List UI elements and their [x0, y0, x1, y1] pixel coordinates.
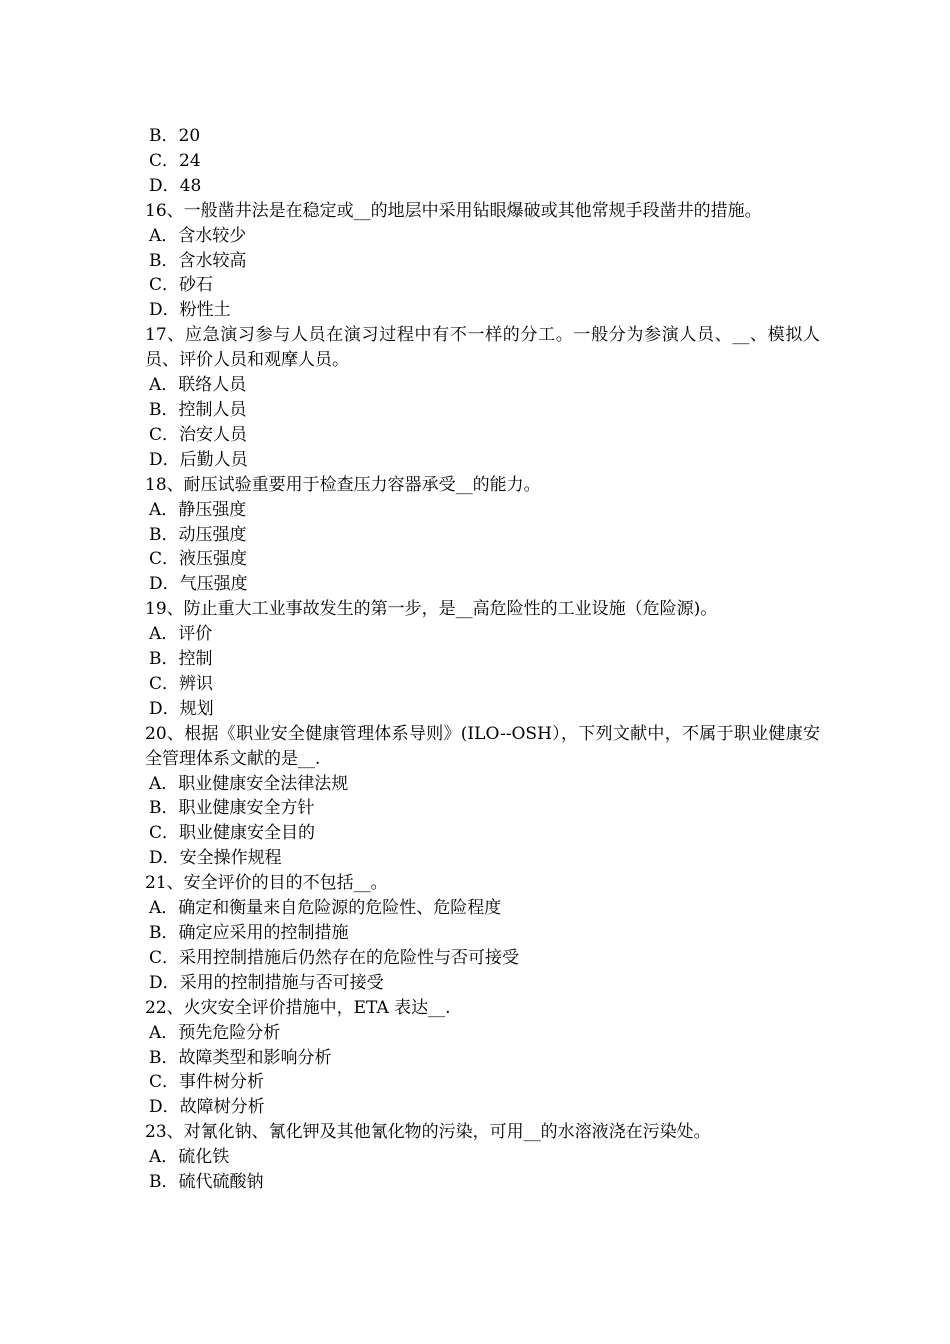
option-a [145, 498, 820, 523]
option-label: D． [149, 972, 180, 993]
option-text: 预先危险分析 [178, 1022, 281, 1043]
option-c [145, 1070, 820, 1095]
option-label: C． [149, 947, 180, 968]
option-text: 48 [179, 175, 202, 196]
option-label: C． [149, 549, 180, 570]
option-text: 确定应采用的控制措施 [178, 923, 349, 943]
option-d [145, 971, 820, 996]
option-label: C． [149, 673, 180, 694]
option-label: C． [149, 1072, 180, 1093]
question-21: 21、安全评价的目的不包括__。 [145, 873, 388, 894]
option-b [145, 249, 820, 274]
question-23: 23、对氰化钠、氰化钾及其他氰化物的污染，可用__的水溶液浇在污染处。 [145, 1122, 711, 1143]
option-b [145, 796, 820, 821]
option-text: 事件树分析 [179, 1072, 265, 1093]
option-label: B． [149, 126, 179, 146]
question-17: 17、应急演习参与人员在演习过程中有不一样的分工。一般分为参演人员、__、模拟人员、评价人员和观摩人员。 [145, 325, 820, 371]
option-label: A． [149, 375, 179, 396]
option-label: D． [149, 449, 180, 470]
option-label: C． [149, 823, 180, 844]
option-text: 职业健康安全目的 [179, 823, 316, 844]
option-a [145, 1145, 820, 1170]
option-b [145, 398, 820, 423]
option-d [145, 846, 820, 871]
option-text: 硫化铁 [178, 1147, 230, 1168]
option-label: D． [149, 848, 180, 869]
option-text: 安全操作规程 [179, 848, 282, 869]
option-label: C． [149, 150, 180, 171]
option-d [145, 448, 820, 473]
option-text: 砂石 [179, 275, 214, 296]
option-d [145, 298, 820, 323]
option-d [145, 174, 820, 199]
option-label: D． [149, 175, 180, 196]
option-a [145, 772, 820, 797]
question-16: 16、一般凿井法是在稳定或__的地层中采用钻眼爆破或其他常规手段凿井的措施。 [145, 200, 762, 221]
option-label: B． [149, 923, 179, 943]
option-a [145, 622, 820, 647]
option-a [145, 224, 820, 249]
option-label: A． [149, 1022, 179, 1043]
option-label: D． [149, 574, 180, 595]
option-text: 含水较高 [178, 250, 247, 271]
option-label: A． [149, 225, 179, 246]
option-c [145, 547, 820, 572]
option-text: 联络人员 [178, 375, 247, 396]
option-d [145, 1095, 820, 1120]
option-b [145, 523, 820, 548]
question-18: 18、耐压试验重要用于检查压力容器承受__的能力。 [145, 474, 541, 495]
option-label: A． [149, 1147, 179, 1168]
question-22: 22、火灾安全评价措施中，ETA 表达__. [145, 997, 451, 1018]
option-c [145, 149, 820, 174]
option-c [145, 821, 820, 846]
option-label: D． [149, 698, 180, 719]
option-b [145, 647, 820, 672]
option-text: 硫代硫酸钠 [178, 1172, 264, 1193]
option-label: B． [149, 399, 179, 420]
option-text: 控制 [178, 649, 213, 670]
option-c [145, 672, 820, 697]
question-19: 19、防止重大工业事故发生的第一步，是__高危险性的工业设施（危险源)。 [145, 599, 718, 620]
option-label: A． [149, 773, 179, 794]
option-label: B． [149, 1172, 179, 1193]
option-text: 静压强度 [178, 499, 247, 520]
option-b [145, 1170, 820, 1195]
option-text: 后勤人员 [179, 449, 248, 470]
option-a [145, 896, 820, 921]
option-c [145, 423, 820, 448]
option-label: B． [149, 798, 179, 819]
option-text: 采用控制措施后仍然存在的危险性与否可接受 [179, 947, 520, 968]
option-d [145, 572, 820, 597]
option-b [145, 1046, 820, 1071]
option-c [145, 946, 820, 971]
option-b [145, 921, 820, 946]
question-20: 20、根据《职业安全健康管理体系导则》(ILO--OSH），下列文献中，不属于职业健康安全管理体系文献的是__. [145, 723, 820, 769]
option-label: A． [149, 624, 179, 645]
option-label: C． [149, 424, 180, 445]
option-text: 含水较少 [178, 225, 247, 246]
option-text: 20 [178, 126, 201, 146]
option-text: 确定和衡量来自危险源的危险性、危险程度 [178, 898, 502, 919]
option-label: C． [149, 275, 180, 296]
option-b [145, 124, 820, 149]
option-text: 24 [179, 150, 201, 171]
option-c [145, 273, 820, 298]
option-text: 粉性土 [179, 300, 231, 321]
option-text: 气压强度 [179, 574, 248, 595]
option-label: B． [149, 524, 179, 545]
option-a [145, 1021, 820, 1046]
option-label: B． [149, 649, 179, 670]
option-text: 控制人员 [178, 399, 247, 420]
option-label: A． [149, 499, 179, 520]
document-body [145, 124, 820, 1195]
option-text: 动压强度 [178, 524, 247, 545]
option-a [145, 373, 820, 398]
option-text: 规划 [179, 698, 214, 719]
option-label: D． [149, 1097, 180, 1118]
option-text: 评价 [178, 624, 213, 645]
option-text: 治安人员 [179, 424, 248, 445]
option-label: A． [149, 898, 179, 919]
option-d [145, 697, 820, 722]
option-text: 故障树分析 [179, 1097, 265, 1118]
option-label: B． [149, 1047, 179, 1068]
option-text: 液压强度 [179, 549, 248, 570]
option-label: B． [149, 250, 179, 271]
option-text: 职业健康安全法律法规 [178, 773, 349, 794]
option-text: 辨识 [179, 673, 214, 694]
option-text: 故障类型和影响分析 [178, 1047, 332, 1068]
option-text: 职业健康安全方针 [178, 798, 315, 819]
option-label: D． [149, 300, 180, 321]
option-text: 采用的控制措施与否可接受 [179, 972, 384, 993]
